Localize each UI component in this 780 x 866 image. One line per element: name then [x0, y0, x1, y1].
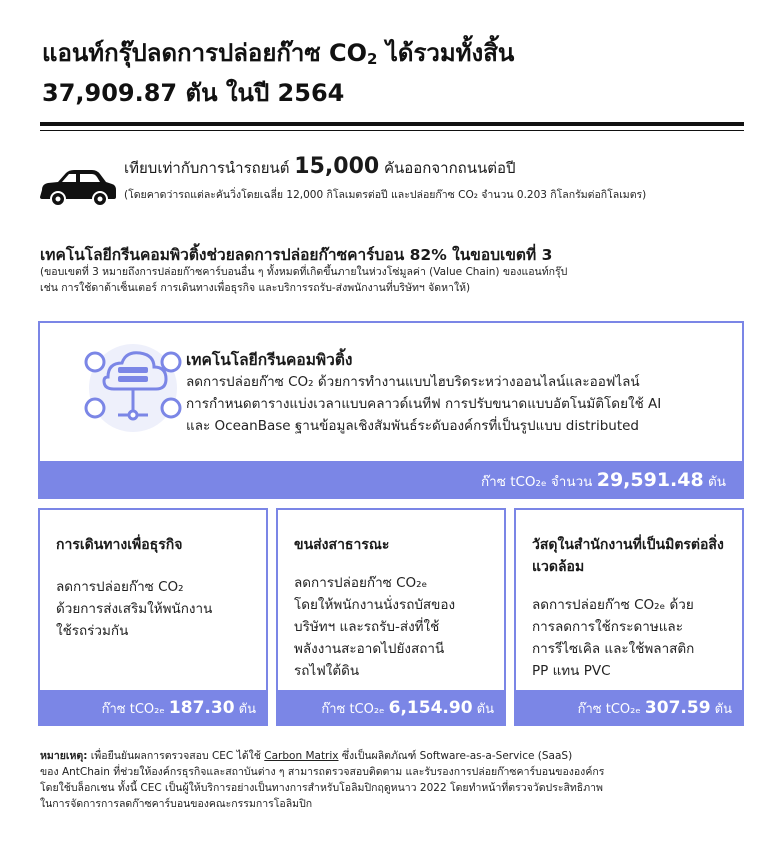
public-transport-card [276, 508, 506, 726]
card-body: ลดการปล่อยก๊าซ CO₂ ด้วยการส่งเสริมให้พนักงาน ใช้รถร่วมกัน [56, 579, 213, 639]
business-travel-card [38, 508, 268, 726]
footnote: หมายเหตุ: เพื่อยืนยันผลการตรวจสอบ CEC ได้ใช้ Carbon Matrix ซึ่งเป็นผลิตภัณฑ์ Software-as-a-Service (SaaS) ของ AntChain ที่ช่วยให้องค์กรธุรกิจและสถาบันต่าง ๆ สามารถตรวจสอบติดตาม และรับรองการปล่อยก๊าซคาร์บอนขององค์กร โดยใช้บล็อกเชน ทั้งนี้ CEC เป็นผู้ให้บริการอย่างเป็นทางการสำหรับโอลิมปิกฤดูหนาว 2022 โดยทำหน้าที่ตรวจวัดประสิทธิภาพ ในการจัดการการลดก๊าซคาร์บอนของคณะกรรมการโอลิมปิก [40, 750, 605, 810]
car-count: 15,000 [294, 154, 380, 179]
card-title: ขนส่งสาธารณะ [294, 537, 390, 553]
card-total: ก๊าซ tCO₂ₑ 6,154.90 ตัน [276, 690, 506, 726]
page-title [42, 36, 762, 110]
car-equivalence [38, 150, 748, 210]
scope-note: (ขอบเขตที่ 3 หมายถึงการปล่อยก๊าซคาร์บอนอื่น ๆ ทั้งหมดที่เกิดขึ้นภายในห่วงโซ่มูลค่า (Value Chain) ของแอนท์กรุ๊ป เช่น การใช้ดาต้าเซ็นเตอร์ การเดินทางเพื่อธุรกิจ และบริการรถรับ-ส่งพนักงานที่บริษัทฯ จัดหาให้) [40, 266, 568, 294]
card-title: การเดินทางเพื่อธุรกิจ [56, 537, 183, 553]
eco-office-card [514, 508, 744, 726]
cloud-server-icon [78, 333, 188, 443]
card-total: ก๊าซ tCO₂ₑ 187.30 ตัน [38, 690, 268, 726]
green-computing-title: เทคโนโลยีกรีนคอมพิวติ้ง [186, 351, 353, 369]
card-body: ลดการปล่อยก๊าซ CO₂ₑ ด้วย การลดการใช้กระดาษและ การรีไซเคิล และใช้พลาสติก PP แทน PVC [532, 597, 695, 679]
card-title: วัสดุในสำนักงานที่เป็นมิตรต่อสิ่งแวดล้อม [532, 537, 724, 575]
green-computing-total: ก๊าซ tCO₂ₑ จำนวน 29,591.48 ตัน [38, 461, 744, 499]
green-computing-heading: เทคโนโลยีกรีนคอมพิวติ้งช่วยลดการปล่อยก๊าซคาร์บอน 82% ในขอบเขตที่ 3 [40, 246, 553, 264]
divider-thick [40, 122, 744, 126]
car-note: (โดยคาดว่ารถแต่ละคันวิ่งโดยเฉลี่ย 12,000 กิโลเมตรต่อปี และปล่อยก๊าซ CO₂ จำนวน 0.203 กิโลกรัมต่อกิโลเมตร) [124, 189, 647, 201]
title-line-1: แอนท์กรุ๊ปลดการปล่อยก๊าซ $CO_2$ ได้รวมทั้งสิ้น [42, 39, 515, 68]
green-computing-card [38, 321, 744, 499]
car-main-text: เทียบเท่ากับการนำรถยนต์ 15,000 คันออกจากถนนต่อปี [124, 154, 516, 179]
title-line-2: 37,909.87 ตัน ในปี 2564 [42, 79, 345, 107]
car-icon [38, 164, 118, 206]
green-computing-body: ลดการปล่อยก๊าซ CO₂ ด้วยการทำงานแบบไฮบริดระหว่างออนไลน์และออฟไลน์ การกำหนดตารางแบ่งเวลาแบบคลาวด์เนทีฟ การปรับขนาดแบบอัตโนมัติโดยใช้ AI และ OceanBase ฐานข้อมูลเชิงสัมพันธ์ระดับองค์กรที่เป็นรูปแบบ distributed [186, 374, 662, 434]
carbon-matrix-link[interactable]: Carbon Matrix [264, 750, 339, 762]
card-total: ก๊าซ tCO₂ₑ 307.59 ตัน [514, 690, 744, 726]
divider-thin [40, 130, 744, 131]
card-body: ลดการปล่อยก๊าซ CO₂ₑ โดยให้พนักงานนั่งรถบัสของ บริษัทฯ และรถรับ-ส่งที่ใช้ พลังงานสะอาดไปยังสถานี รถไฟใต้ดิน [294, 575, 456, 679]
